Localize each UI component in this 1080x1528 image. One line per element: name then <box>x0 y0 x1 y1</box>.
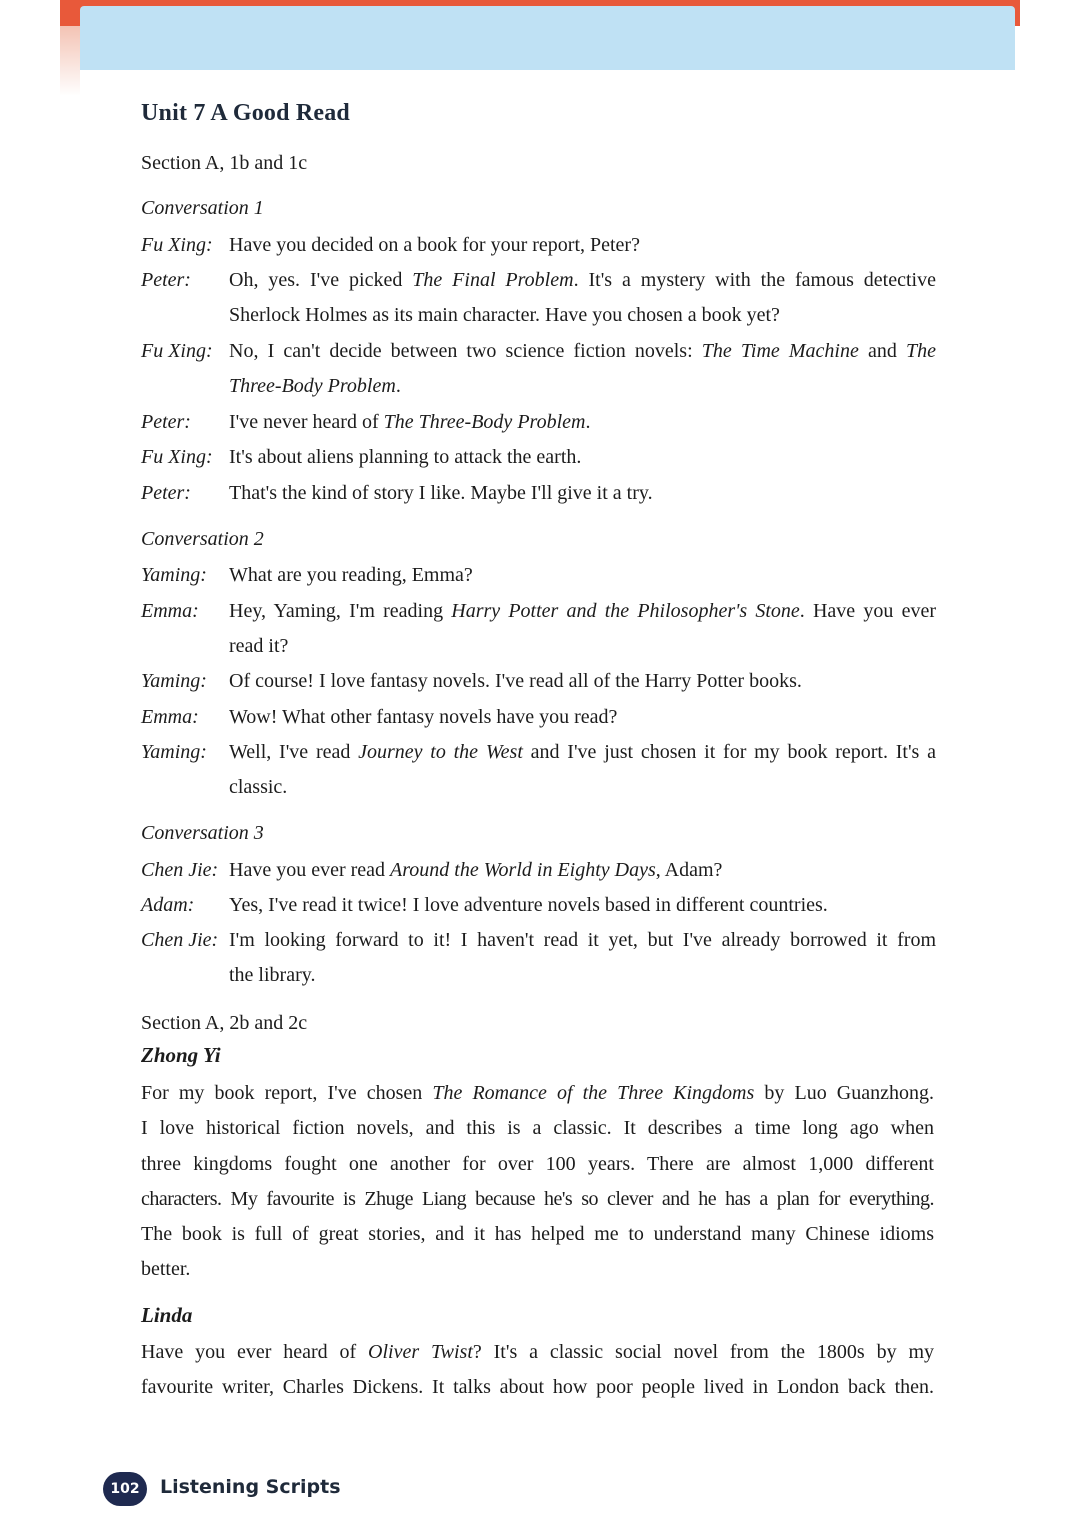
paragraph-line: better. <box>141 1258 191 1280</box>
header-fade-edge <box>60 26 80 96</box>
paragraph-line: I love historical fiction novels, and this is a classic. It describes a time long ago when <box>141 1117 934 1139</box>
conversation-2-title: Conversation 2 <box>141 528 264 550</box>
dialogue-line <box>141 558 936 593</box>
book-title: The Three-Body Problem <box>383 411 586 433</box>
zhong-yi-heading: Zhong Yi <box>141 1043 221 1067</box>
dialogue-line <box>141 888 936 923</box>
dialogue-line <box>141 440 936 475</box>
speaker-name: Yaming: <box>141 741 207 763</box>
linda-heading: Linda <box>141 1303 193 1327</box>
book-title: Around the World in Eighty Days <box>390 859 656 881</box>
dialogue-text: the library. <box>229 964 316 986</box>
dialogue-line <box>141 770 936 805</box>
dialogue-text: I'm looking forward to it! I haven't read it yet, but I've already borrowed it from <box>229 929 936 951</box>
dialogue-line <box>141 735 936 770</box>
dialogue-text: Have you decided on a book for your report, Peter? <box>229 234 640 256</box>
speaker-name: Emma: <box>141 600 199 622</box>
speaker-name: Chen Jie: <box>141 929 219 951</box>
paragraph-line: characters. My favourite is Zhuge Liang because he's so clever and he has a plan for everything. <box>141 1188 934 1210</box>
dialogue-line <box>141 334 936 369</box>
dialogue-text: Wow! What other fantasy novels have you read? <box>229 706 618 728</box>
section-heading-2: Section A, 2b and 2c <box>141 1012 308 1034</box>
dialogue-line <box>141 629 936 664</box>
paragraph-line: The book is full of great stories, and it has helped me to understand many Chinese idioms <box>141 1223 934 1245</box>
book-title: Harry Potter and the Philosopher's Stone <box>451 600 800 622</box>
dialogue-line <box>141 369 936 404</box>
dialogue-line <box>141 923 936 958</box>
speaker-name: Fu Xing: <box>141 340 213 362</box>
dialogue-text: No, I can't decide between two science fiction novels: The Time Machine and The <box>229 340 936 362</box>
dialogue-text: Yes, I've read it twice! I love adventure novels based in different countries. <box>229 894 828 916</box>
dialogue-text: read it? <box>229 635 289 657</box>
dialogue-line <box>141 298 936 333</box>
book-title: Oliver Twist <box>368 1341 473 1363</box>
dialogue-line <box>141 664 936 699</box>
book-title: The <box>905 340 936 362</box>
speaker-name: Fu Xing: <box>141 234 213 256</box>
book-title: Three-Body Problem <box>229 375 396 397</box>
header-blue-band <box>80 6 1015 70</box>
speaker-name: Yaming: <box>141 564 207 586</box>
paragraph-line: For my book report, I've chosen The Romance of the Three Kingdoms by Luo Guanzhong. <box>141 1082 934 1104</box>
speaker-name: Peter: <box>141 411 191 433</box>
page-number-badge: 102 <box>103 1472 147 1506</box>
speaker-name: Peter: <box>141 269 191 291</box>
dialogue-line <box>141 700 936 735</box>
paragraph-line: Have you ever heard of Oliver Twist? It's a classic social novel from the 1800s by my <box>141 1341 935 1363</box>
conversation-1-title: Conversation 1 <box>141 197 264 219</box>
speaker-name: Peter: <box>141 482 191 504</box>
dialogue-text: What are you reading, Emma? <box>229 564 473 586</box>
speaker-name: Adam: <box>141 894 195 916</box>
dialogue-line <box>141 958 936 993</box>
dialogue-line <box>141 594 936 629</box>
dialogue-text: Three-Body Problem. <box>229 375 401 397</box>
dialogue-text: Hey, Yaming, I'm reading Harry Potter and the Philosopher's Stone. Have you ever <box>229 600 936 622</box>
book-title: Journey to the West <box>358 741 523 763</box>
book-title: The Final Problem <box>412 269 574 291</box>
speaker-name: Yaming: <box>141 670 207 692</box>
dialogue-line <box>141 853 936 888</box>
speaker-name: Fu Xing: <box>141 446 213 468</box>
dialogue-text: Have you ever read Around the World in Eighty Days, Adam? <box>229 859 723 881</box>
book-title: The Romance of the Three Kingdoms <box>432 1082 755 1104</box>
book-title: The Time Machine <box>701 340 859 362</box>
paragraph-line: three kingdoms fought one another for over 100 years. There are almost 1,000 different <box>141 1153 934 1175</box>
speaker-name: Emma: <box>141 706 199 728</box>
dialogue-text: Sherlock Holmes as its main character. Have you chosen a book yet? <box>229 304 780 326</box>
dialogue-text: classic. <box>229 776 288 798</box>
dialogue-line <box>141 476 936 511</box>
dialogue-text: That's the kind of story I like. Maybe I'll give it a try. <box>229 482 653 504</box>
conversation-3-title: Conversation 3 <box>141 822 264 844</box>
dialogue-line <box>141 405 936 440</box>
dialogue-line <box>141 228 936 263</box>
dialogue-text: Well, I've read Journey to the West and I've just chosen it for my book report. It's a <box>229 741 936 763</box>
dialogue-text: Oh, yes. I've picked The Final Problem. It's a mystery with the famous detective <box>229 269 936 291</box>
dialogue-text: Of course! I love fantasy novels. I've read all of the Harry Potter books. <box>229 670 802 692</box>
paragraph-line: favourite writer, Charles Dickens. It talks about how poor people lived in London back then. <box>141 1376 934 1398</box>
dialogue-text: I've never heard of The Three-Body Problem. <box>229 411 591 433</box>
section-heading-1: Section A, 1b and 1c <box>141 152 308 174</box>
unit-title: Unit 7 A Good Read <box>141 100 350 126</box>
dialogue-line <box>141 263 936 298</box>
footer-label: Listening Scripts <box>160 1476 341 1498</box>
speaker-name: Chen Jie: <box>141 859 219 881</box>
dialogue-text: It's about aliens planning to attack the earth. <box>229 446 582 468</box>
